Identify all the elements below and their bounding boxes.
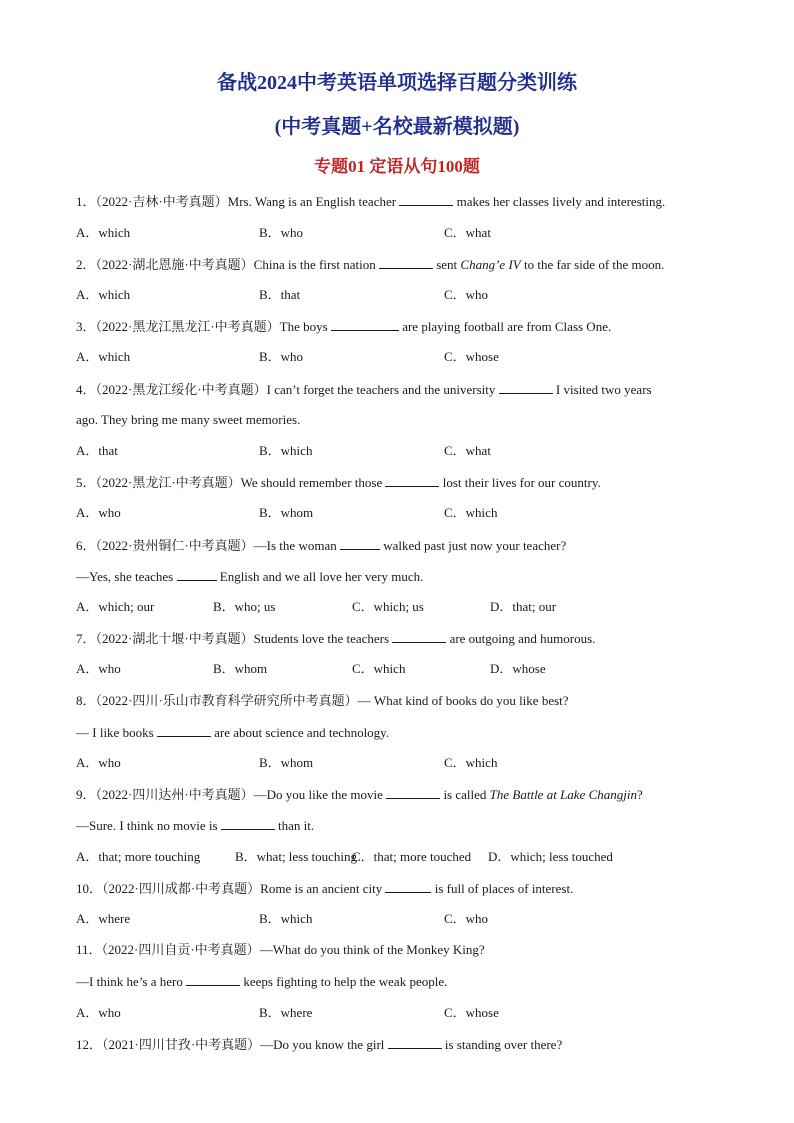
- option-9a[interactable]: A．that; more touching: [76, 849, 201, 864]
- question-6: 6．（2022·贵州铜仁·中考真题）—Is the woman walked past just now your teacher?: [76, 538, 567, 553]
- option-10b[interactable]: B．which: [259, 911, 313, 926]
- question-8-line2: — I like books are about science and technology.: [76, 725, 390, 740]
- option-8b[interactable]: B．whom: [259, 755, 314, 770]
- option-3b[interactable]: B．who: [259, 349, 304, 364]
- question-10: 10．（2022·四川成都·中考真题）Rome is an ancient city is full of places of interest.: [76, 881, 574, 896]
- option-2a[interactable]: A．which: [76, 287, 131, 302]
- option-6c[interactable]: C．which; us: [352, 599, 424, 614]
- option-3a[interactable]: A．which: [76, 349, 131, 364]
- question-2: 2．（2022·湖北恩施·中考真题）China is the first nation sent Chang’e IV to the far side of the moon.: [76, 257, 665, 272]
- option-7b[interactable]: B．whom: [213, 661, 268, 676]
- document-title: 备战2024中考英语单项选择百题分类训练: [217, 72, 577, 94]
- option-2c[interactable]: C．who: [444, 287, 489, 302]
- option-9d[interactable]: D．which; less touched: [488, 849, 613, 864]
- option-1c[interactable]: C．what: [444, 225, 491, 240]
- question-4-continued: ago. They bring me many sweet memories.: [76, 412, 301, 427]
- option-3c[interactable]: C．whose: [444, 349, 499, 364]
- option-10c[interactable]: C．who: [444, 911, 489, 926]
- option-4b[interactable]: B．which: [259, 443, 313, 458]
- option-11b[interactable]: B．where: [259, 1005, 313, 1020]
- question-8: 8．（2022·四川·乐山市教育科学研究所中考真题）— What kind of books do you like best?: [76, 693, 569, 708]
- option-5b[interactable]: B．whom: [259, 505, 314, 520]
- option-6b[interactable]: B．who; us: [213, 599, 276, 614]
- question-3: 3．（2022·黑龙江黑龙江·中考真题）The boys are playing football are from Class One.: [76, 319, 612, 334]
- question-4: 4．（2022·黑龙江绥化·中考真题）I can’t forget the teachers and the university I visited two years: [76, 382, 652, 397]
- option-5c[interactable]: C．which: [444, 505, 498, 520]
- question-6-line2: —Yes, she teaches English and we all love her very much.: [76, 569, 424, 584]
- option-1a[interactable]: A．which: [76, 225, 131, 240]
- option-4c[interactable]: C．what: [444, 443, 491, 458]
- option-4a[interactable]: A．that: [76, 443, 118, 458]
- question-11-line2: —I think he’s a hero keeps fighting to help the weak people.: [76, 974, 448, 989]
- option-11a[interactable]: A．who: [76, 1005, 121, 1020]
- section-title: 专题01 定语从句100题: [314, 157, 480, 176]
- option-1b[interactable]: B．who: [259, 225, 304, 240]
- option-7c[interactable]: C．which: [352, 661, 406, 676]
- option-5a[interactable]: A．who: [76, 505, 121, 520]
- option-9c[interactable]: C．that; more touched: [352, 849, 472, 864]
- option-6a[interactable]: A．which; our: [76, 599, 155, 614]
- question-12: 12．（2021·四川甘孜·中考真题）—Do you know the girl is standing over there?: [76, 1037, 563, 1052]
- document-subtitle: (中考真题+名校最新模拟题): [274, 116, 520, 138]
- question-11: 11．（2022·四川自贡·中考真题）—What do you think of the Monkey King?: [76, 942, 485, 957]
- option-2b[interactable]: B．that: [259, 287, 301, 302]
- option-7a[interactable]: A．who: [76, 661, 121, 676]
- question-1: 1．（2022·吉林·中考真题）Mrs. Wang is an English teacher makes her classes lively and interesting.: [76, 194, 666, 209]
- question-7: 7．（2022·湖北十堰·中考真题）Students love the teachers are outgoing and humorous.: [76, 631, 596, 646]
- option-8c[interactable]: C．which: [444, 755, 498, 770]
- option-10a[interactable]: A．where: [76, 911, 131, 926]
- option-11c[interactable]: C．whose: [444, 1005, 499, 1020]
- option-6d[interactable]: D．that; our: [490, 599, 557, 614]
- option-9b[interactable]: B．what; less touching: [235, 849, 358, 864]
- question-9: 9．（2022·四川达州·中考真题）—Do you like the movie is called The Battle at Lake Changjin?: [76, 787, 643, 802]
- option-8a[interactable]: A．who: [76, 755, 121, 770]
- question-5: 5．（2022·黑龙江·中考真题）We should remember those lost their lives for our country.: [76, 475, 601, 490]
- question-9-line2: —Sure. I think no movie is than it.: [76, 818, 315, 833]
- option-7d[interactable]: D．whose: [490, 661, 546, 676]
